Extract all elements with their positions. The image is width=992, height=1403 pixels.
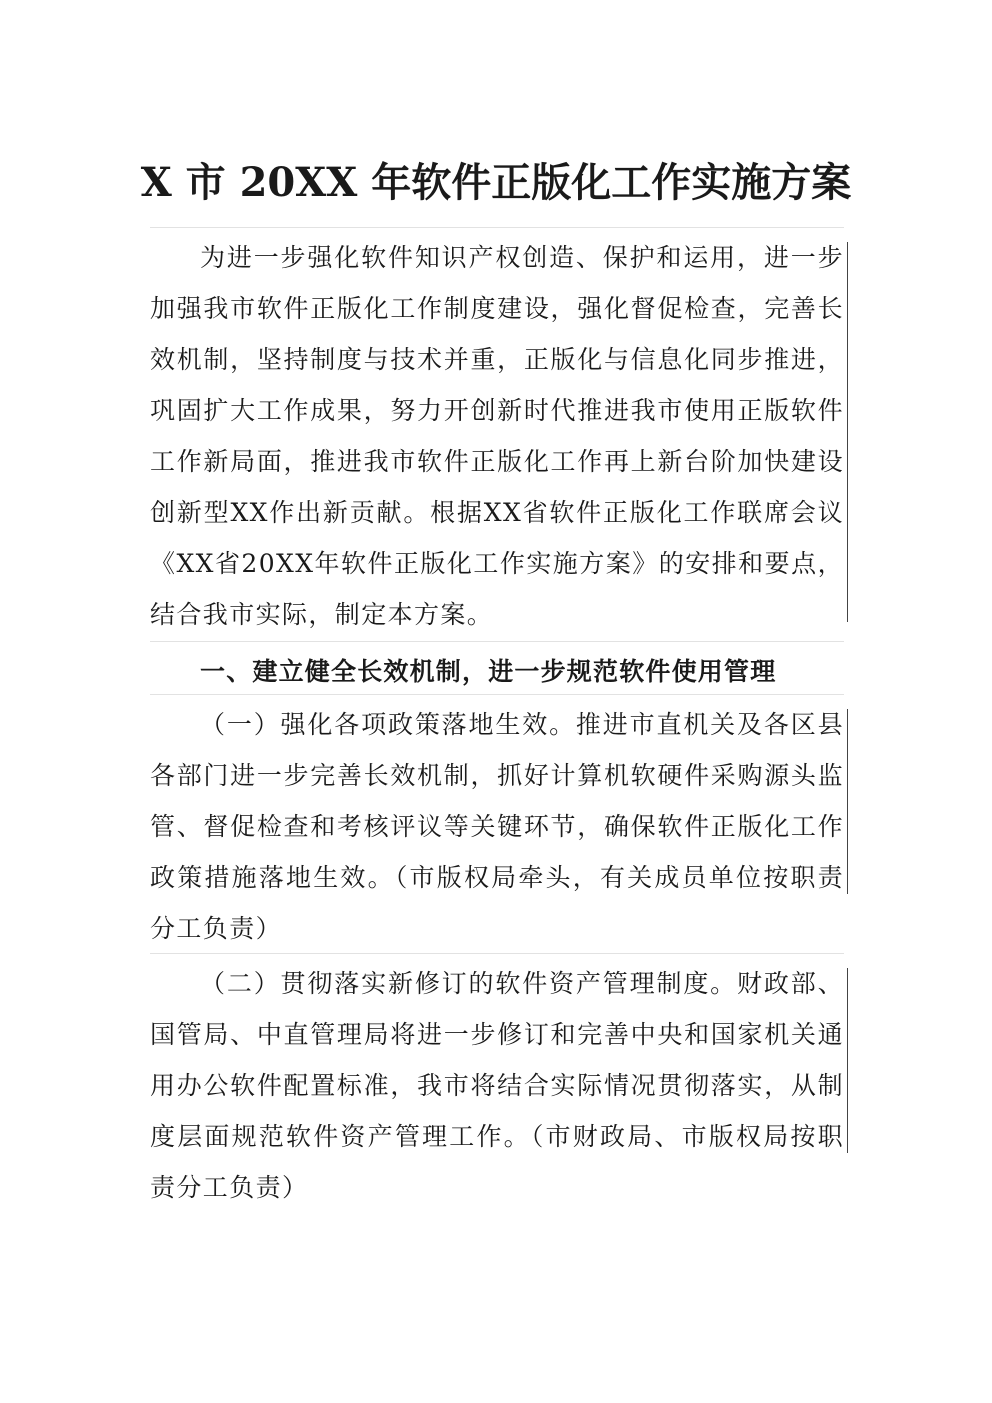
item-2-block [150,953,844,1213]
intro-block [150,227,844,640]
item-1-block [150,694,844,954]
section-1-heading: 一、建立健全长效机制，进一步规范软件使用管理 [200,657,777,686]
item-2-paragraph: （二）贯彻落实新修订的软件资产管理制度。财政部、国管局、中直管理局将进一步修订和完善中央和国家机关通用办公软件配置标准，我市将结合实际情况贯彻落实，从制度层面规范软件资产管理工作。（市财政局、市版权局按职责分工负责） [150,969,844,1202]
right-margin-mark [847,709,848,894]
right-margin-mark [847,242,848,622]
intro-paragraph: 为进一步强化软件知识产权创造、保护和运用，进一步加强我市软件正版化工作制度建设，强化督促检查，完善长效机制，坚持制度与技术并重，正版化与信息化同步推进，巩固扩大工作成果，努力开创新时代推进我市使用正版软件工作新局面，推进我市软件正版化工作再上新台阶加快建设创新型XX作出新贡献。根据XX省软件正版化工作联席会议《XX省20XX年软件正版化工作实施方案》的安排和要点，结合我市实际，制定本方案。 [150,243,844,629]
section-1-block [150,641,844,697]
item-1-paragraph: （一）强化各项政策落地生效。推进市直机关及各区县各部门进一步完善长效机制，抓好计算机软硬件采购源头监管、督促检查和考核评议等关键环节，确保软件正版化工作政策措施落地生效。（市版权局牵头，有关成员单位按职责分工负责） [150,710,844,943]
page-title: X 市 20XX 年软件正版化工作实施方案 [140,158,852,206]
right-margin-mark [847,968,848,1153]
